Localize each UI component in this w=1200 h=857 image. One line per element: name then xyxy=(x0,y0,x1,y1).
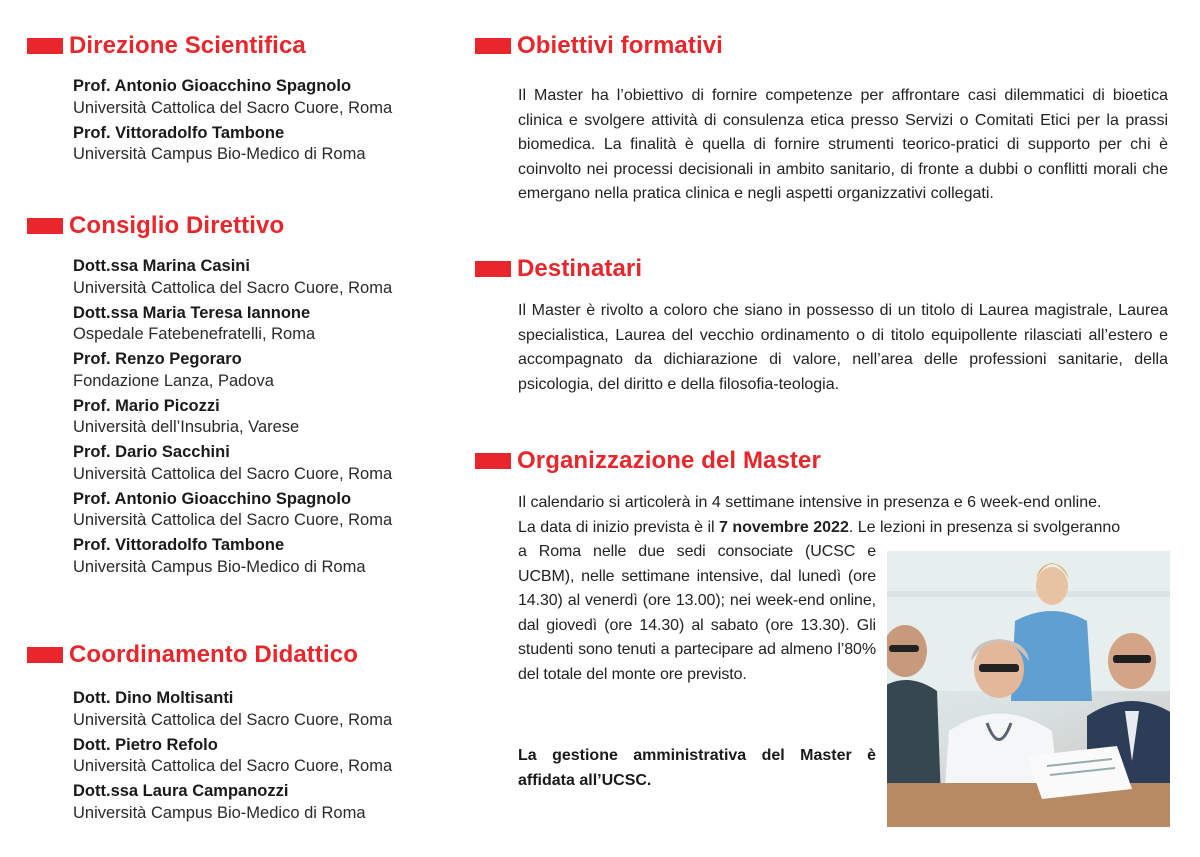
section-title: Direzione Scientifica xyxy=(69,32,306,59)
person-entry xyxy=(73,76,392,119)
person-entry xyxy=(73,535,392,578)
person-affiliation: Università Cattolica del Sacro Cuore, Roma xyxy=(73,278,393,297)
section-direzione-heading xyxy=(27,32,306,60)
red-bar-marker xyxy=(475,38,511,54)
person-name: Dott. Pietro Refolo xyxy=(73,735,218,754)
doctors-meeting-illustration xyxy=(887,551,1170,827)
person-affiliation: Università Cattolica del Sacro Cuore, Roma xyxy=(73,98,393,117)
section-coordinamento-heading xyxy=(27,641,358,669)
person-name: Dott. Dino Moltisanti xyxy=(73,689,234,707)
person-affiliation: Università Campus Bio-Medico di Roma xyxy=(73,557,366,576)
section-title: Obiettivi formativi xyxy=(517,32,723,59)
person-name: Prof. Dario Sacchini xyxy=(73,443,230,461)
consiglio-people-list xyxy=(73,256,392,582)
destinatari-paragraph: Il Master è rivolto a coloro che siano in possesso di un titolo di Laurea magistrale, Laurea specialistica, Laurea del vecchio ordinamento o di titolo equipollente rilasciati all’estero e accompagnato da dichiarazione di valore, nell’area delle professioni sanitarie, della psicologia, del diritto e della filosofia-teologia. xyxy=(518,302,1168,393)
person-entry xyxy=(73,349,392,392)
person-name: Prof. Vittoradolfo Tambone xyxy=(73,123,285,142)
section-obiettivi-heading xyxy=(475,32,723,60)
person-name: Dott.ssa Marina Casini xyxy=(73,257,250,275)
red-bar-marker xyxy=(27,38,63,54)
organizzazione-schedule-paragraph: a Roma nelle due sedi consociate (UCSC e UCBM), nelle settimane intensive, dal lunedì (ore 14.30) al venerdì (ore 13.00); nei week-end online, dal giovedì (ore 14.30) al sabato (ore 13.30). Gli studenti sono tenuti a partecipare ad almeno l’80% del totale del monte ore previsto. xyxy=(518,543,876,683)
person-entry xyxy=(73,688,392,731)
person-affiliation: Università Campus Bio-Medico di Roma xyxy=(73,145,366,163)
person-affiliation: Università Cattolica del Sacro Cuore, Roma xyxy=(73,757,393,775)
person-affiliation: Ospedale Fatebenefratelli, Roma xyxy=(73,325,316,343)
left-column xyxy=(0,0,450,857)
person-affiliation: Università dell’Insubria, Varese xyxy=(73,418,300,436)
organizzazione-line-2 xyxy=(518,516,1168,541)
organizzazione-intro xyxy=(518,491,1168,540)
red-bar-marker xyxy=(475,261,511,277)
red-bar-marker xyxy=(27,218,63,234)
person-affiliation: Università Cattolica del Sacro Cuore, Roma xyxy=(73,710,393,729)
person-name: Dott.ssa Maria Teresa Iannone xyxy=(73,303,311,322)
person-name: Prof. Vittoradolfo Tambone xyxy=(73,536,285,554)
direzione-people-list xyxy=(73,76,392,169)
person-name: Prof. Mario Picozzi xyxy=(73,396,220,415)
right-column xyxy=(450,0,1200,857)
section-destinatari-heading xyxy=(475,255,642,283)
doctors-meeting-photo xyxy=(887,551,1170,827)
start-date: 7 novembre 2022 xyxy=(719,518,849,536)
person-name: Dott.ssa Laura Campanozzi xyxy=(73,782,289,800)
person-entry xyxy=(73,442,392,485)
obiettivi-paragraph: Il Master ha l’obiettivo di fornire competenze per affrontare casi dilemmatici di bioetica clinica e svolgere attività di consulenza etica presso Servizi o Comitati Etici per la prassi biomedica. La finalità è quella di fornire strumenti teorico-pratici di supporto per chi è coinvolto nei processi decisionali in ambito sanitario, di fronte a dubbi o conflitti morali che emergano nella pratica clinica e negli aspetti organizzativi collegati. xyxy=(518,87,1168,203)
section-consiglio-heading xyxy=(27,212,284,240)
section-organizzazione-heading xyxy=(475,447,821,475)
red-bar-marker xyxy=(475,453,511,469)
person-entry xyxy=(73,303,392,346)
section-title: Organizzazione del Master xyxy=(517,447,821,474)
red-bar-marker xyxy=(27,647,63,663)
person-entry xyxy=(73,489,392,532)
person-affiliation: Università Cattolica del Sacro Cuore, Roma xyxy=(73,464,393,483)
person-entry xyxy=(73,256,392,299)
person-affiliation: Fondazione Lanza, Padova xyxy=(73,371,274,390)
start-date-lead: La data di inizio prevista è il xyxy=(518,518,719,536)
person-entry xyxy=(73,735,392,778)
section-title: Destinatari xyxy=(517,255,643,282)
start-date-tail: . Le lezioni in presenza si svolgeranno xyxy=(848,518,1121,536)
person-entry xyxy=(73,781,392,824)
person-name: Prof. Antonio Gioacchino Spagnolo xyxy=(73,489,352,508)
person-affiliation: Università Campus Bio-Medico di Roma xyxy=(73,803,366,822)
person-name: Prof. Renzo Pegoraro xyxy=(73,350,242,368)
coordinamento-people-list xyxy=(73,688,392,828)
person-name: Prof. Antonio Gioacchino Spagnolo xyxy=(73,77,352,95)
organizzazione-line-1: Il calendario si articolerà in 4 settimane intensive in presenza e 6 week-end online. xyxy=(518,494,1102,511)
person-entry xyxy=(73,123,392,166)
section-title: Consiglio Direttivo xyxy=(69,212,285,239)
person-affiliation: Università Cattolica del Sacro Cuore, Roma xyxy=(73,511,393,529)
admin-note: La gestione amministrativa del Master è affidata all’UCSC. xyxy=(518,747,876,789)
person-entry xyxy=(73,396,392,439)
section-title: Coordinamento Didattico xyxy=(69,641,358,668)
